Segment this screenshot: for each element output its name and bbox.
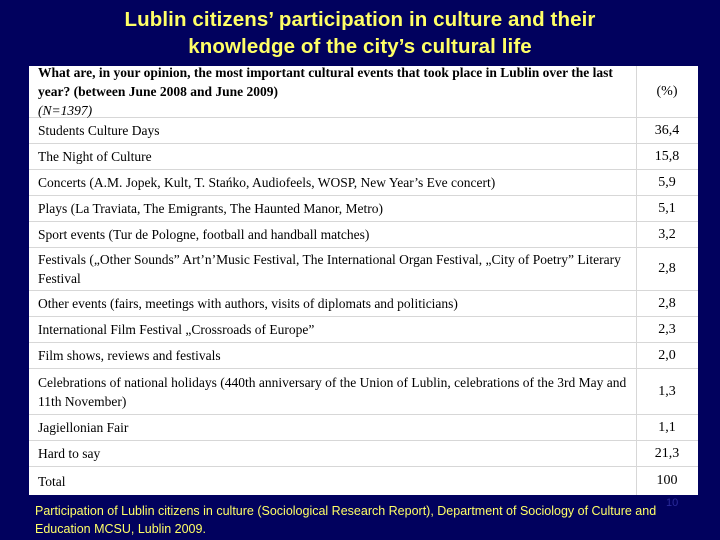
table-row <box>29 291 698 317</box>
row-value: 36,4 <box>654 122 680 138</box>
table-row <box>29 170 698 196</box>
row-label: Film shows, reviews and festivals <box>38 348 221 363</box>
row-label: Celebrations of national holidays (440th anniversary of the Union of Lublin, celebrations of the 3rd May and 11th November) <box>38 374 627 409</box>
row-value: 15,8 <box>654 148 680 164</box>
slide-title <box>60 6 660 60</box>
source-citation: Participation of Lublin citizens in culture (Sociological Research Report), Department of Sociology of Culture and Education MCSU, Lublin 2009. <box>35 504 657 536</box>
slide-title-line-2: knowledge of the city’s cultural life <box>188 35 532 58</box>
row-label: International Film Festival „Crossroads of Europe” <box>38 322 315 337</box>
row-label: Total <box>38 473 66 489</box>
slide-title-line-1: Lublin citizens’ participation in culture and their <box>124 8 596 31</box>
row-label: Students Culture Days <box>38 123 160 138</box>
row-value: 2,8 <box>658 295 676 311</box>
page-number: 10 <box>666 497 679 509</box>
row-label: Plays (La Traviata, The Emigrants, The Haunted Manor, Metro) <box>38 201 384 216</box>
row-label: Concerts (A.M. Jopek, Kult, T. Stańko, Audiofeels, WOSP, New Year’s Eve concert) <box>38 175 496 190</box>
row-label: Sport events (Tur de Pologne, football and handball matches) <box>38 227 370 242</box>
row-value: 1,3 <box>658 383 676 399</box>
row-label: Other events (fairs, meetings with authors, visits of diplomats and politicians) <box>38 296 458 311</box>
row-value: 21,3 <box>654 445 680 461</box>
table-row <box>29 343 698 369</box>
unit-header: (%) <box>656 83 678 99</box>
question-cell <box>38 66 634 117</box>
row-value: 2,8 <box>658 261 676 276</box>
row-value: 100 <box>656 473 678 488</box>
table-row <box>29 144 698 170</box>
row-value: 3,2 <box>658 226 676 242</box>
row-value: 2,3 <box>658 321 676 337</box>
table-row <box>29 317 698 343</box>
row-label: Festivals („Other Sounds” Art’n’Music Festival, The International Organ Festival, „City of Poetry” Literary Festival <box>38 252 621 286</box>
row-value: 5,9 <box>658 174 676 190</box>
table-row <box>29 118 698 144</box>
table-row <box>29 248 698 291</box>
sample-size-note: (N=1397) <box>38 103 93 118</box>
table-row <box>29 222 698 248</box>
row-label: Jagiellonian Fair <box>38 420 129 435</box>
table-row <box>29 369 698 415</box>
results-table <box>29 66 698 495</box>
table-row <box>29 415 698 441</box>
row-label: Hard to say <box>38 446 101 461</box>
row-value: 2,0 <box>658 347 676 363</box>
table-row-total <box>29 467 698 495</box>
row-value: 1,1 <box>658 419 676 435</box>
table-row <box>29 196 698 222</box>
question-text: What are, in your opinion, the most important cultural events that took place in Lublin over the last year? (between June 2008 and June 2009) <box>38 65 613 99</box>
table-row <box>29 441 698 467</box>
table-header-row <box>29 66 698 118</box>
row-value: 5,1 <box>658 200 676 216</box>
row-label: The Night of Culture <box>38 149 152 164</box>
